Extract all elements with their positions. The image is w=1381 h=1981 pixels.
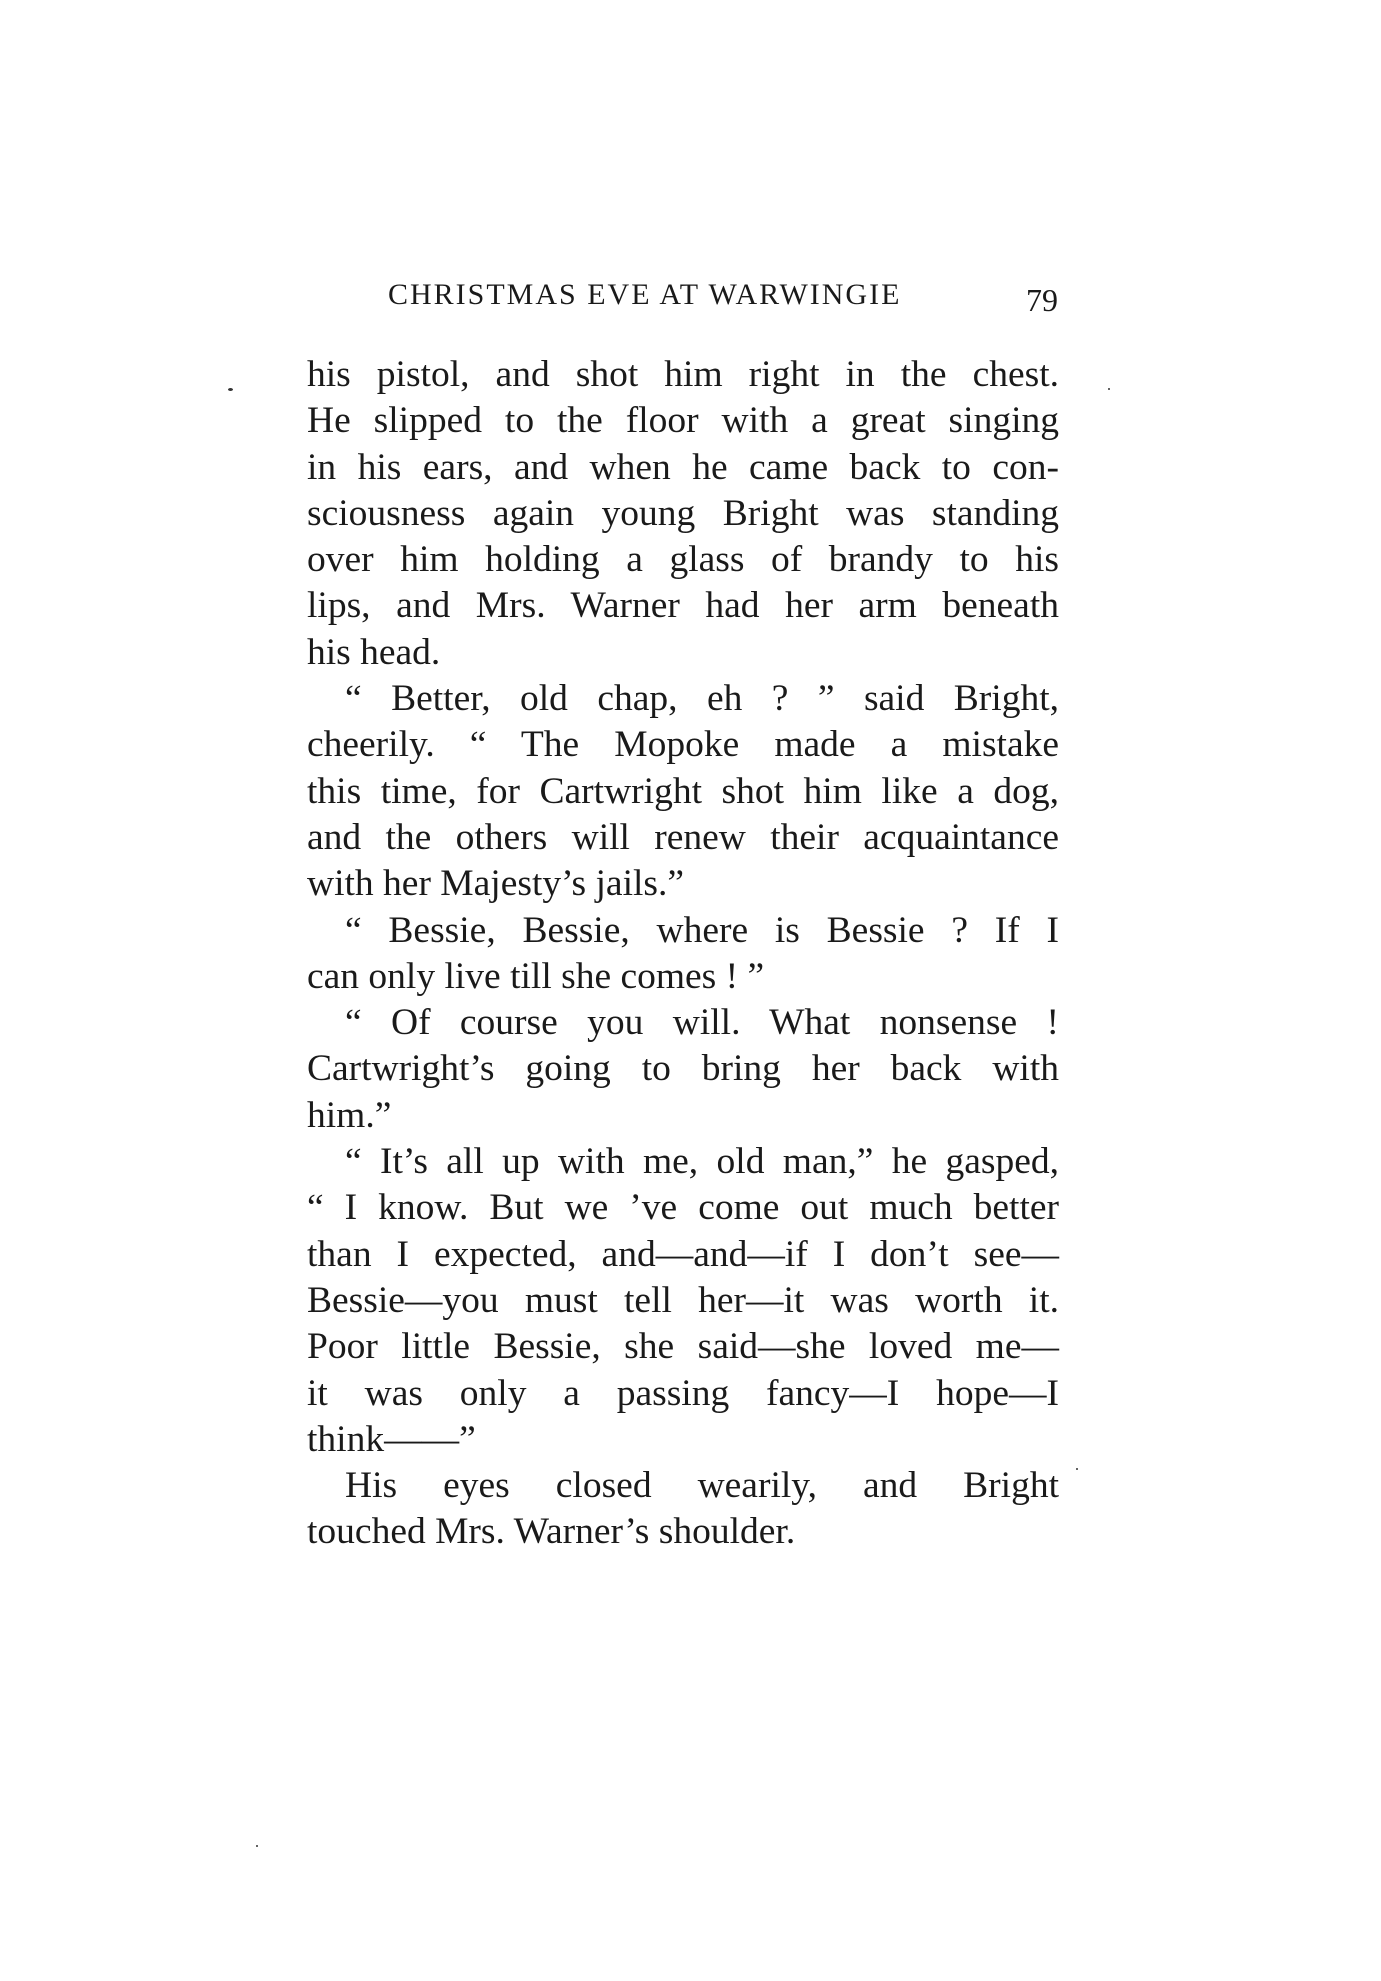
text-line: over him holding a glass of brandy to his xyxy=(307,539,1059,581)
text-line: “ It’s all up with me, old man,” he gasped, xyxy=(345,1141,1059,1183)
print-speck xyxy=(256,1845,258,1847)
text-line: and the others will renew their acquaintance xyxy=(307,816,1059,858)
text-line: in his ears, and when he came back to con- xyxy=(307,446,1059,488)
text-line: his head. xyxy=(307,631,441,673)
print-speck xyxy=(1108,388,1110,390)
text-line: lips, and Mrs. Warner had her arm beneath xyxy=(307,585,1059,627)
text-line: Bessie—you must tell her—it was worth it. xyxy=(307,1279,1059,1321)
text-line: He slipped to the floor with a great singing xyxy=(307,400,1059,442)
text-line: His eyes closed wearily, and Bright xyxy=(345,1465,1059,1507)
page-number: 79 xyxy=(1026,282,1058,318)
text-line: his pistol, and shot him right in the chest. xyxy=(307,354,1059,395)
text-line: “ Better, old chap, eh ? ” said Bright, xyxy=(345,678,1059,720)
text-line: him.” xyxy=(307,1094,392,1136)
text-line: sciousness again young Bright was standing xyxy=(307,492,1059,534)
text-line: touched Mrs. Warner’s shoulder. xyxy=(307,1511,796,1553)
text-line: “ Of course you will. What nonsense ! xyxy=(345,1002,1059,1044)
text-line: it was only a passing fancy—I hope—I xyxy=(307,1372,1059,1414)
running-title: CHRISTMAS EVE AT WARWINGIE xyxy=(388,278,902,311)
text-line: think——” xyxy=(307,1418,476,1460)
running-head xyxy=(388,270,1058,320)
text-line: this time, for Cartwright shot him like a dog, xyxy=(307,770,1059,812)
text-line: than I expected, and—and—if I don’t see— xyxy=(307,1233,1059,1275)
text-line: Poor little Bessie, she said—she loved me— xyxy=(307,1326,1059,1368)
text-line: can only live till she comes ! ” xyxy=(307,955,765,997)
print-speck xyxy=(1076,1468,1078,1470)
text-line: cheerily. “ The Mopoke made a mistake xyxy=(307,724,1059,766)
text-line: “ I know. But we ’ve come out much better xyxy=(307,1187,1059,1229)
text-line: with her Majesty’s jails.” xyxy=(307,863,685,905)
text-line: “ Bessie, Bessie, where is Bessie ? If I xyxy=(345,909,1059,951)
print-speck xyxy=(228,388,233,391)
text-line: Cartwright’s going to bring her back with xyxy=(307,1048,1059,1090)
body-text xyxy=(307,352,1059,1556)
